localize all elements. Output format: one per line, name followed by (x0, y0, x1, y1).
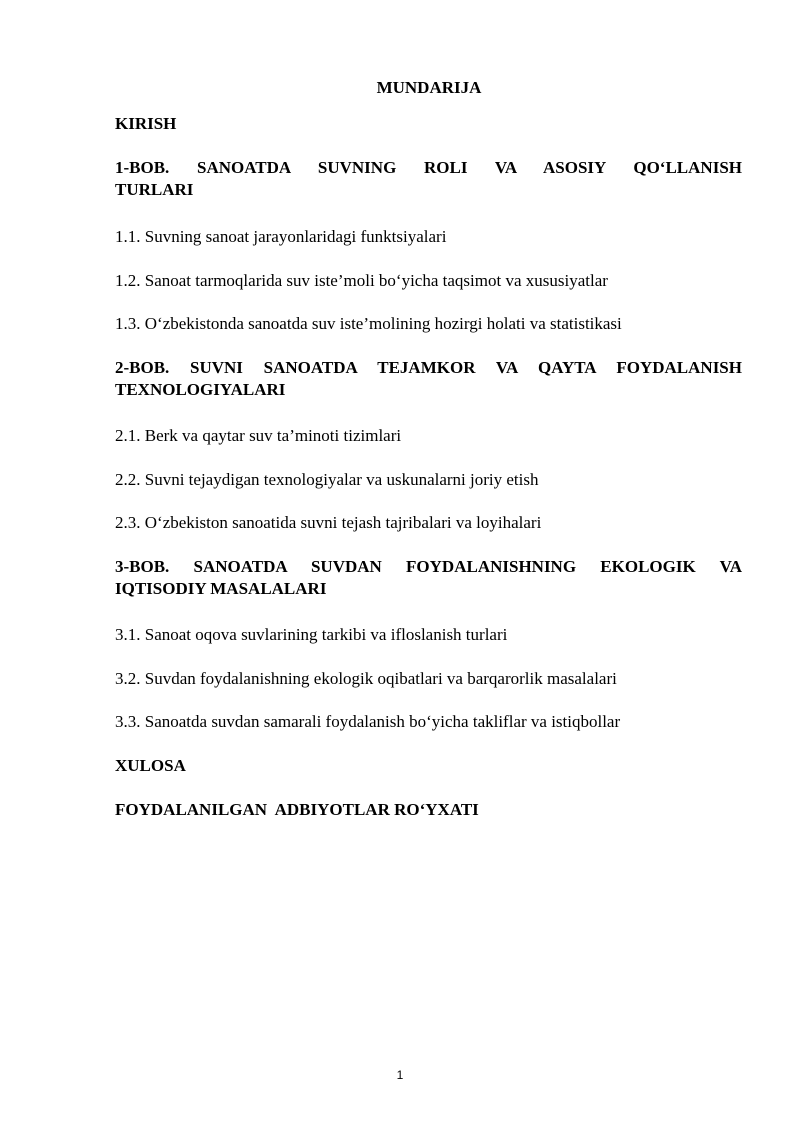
toc-chapter-3-line2: IQTISODIY MASALALARI (115, 579, 327, 598)
toc-entry-references: FOYDALANILGAN ADBIYOTLAR RO‘YXATI (115, 800, 479, 819)
toc-chapter-1-line1: 1-BOB. SANOATDA SUVNING ROLI VA ASOSIY QO‘LLANISH (115, 158, 742, 177)
toc-chapter-1 (115, 157, 742, 201)
toc-chapter-2-line1: 2-BOB. SUVNI SANOATDA TEJAMKOR VA QAYTA FOYDALANISH (115, 358, 742, 377)
page-number: 1 (396, 1068, 404, 1082)
page-title: MUNDARIJA (376, 78, 482, 97)
toc-chapter-3-line1: 3-BOB. SANOATDA SUVDAN FOYDALANISHNING EKOLOGIK VA (115, 557, 742, 576)
toc-chapter-2 (115, 357, 742, 401)
toc-item-2-3: 2.3. O‘zbekiston sanoatida suvni tejash tajribalari va loyihalari (115, 513, 542, 532)
toc-chapter-1-line2: TURLARI (115, 180, 194, 199)
toc-item-1-2: 1.2. Sanoat tarmoqlarida suv iste’moli bo‘yicha taqsimot va xususiyatlar (115, 271, 608, 290)
toc-item-3-1: 3.1. Sanoat oqova suvlarining tarkibi va ifloslanish turlari (115, 625, 508, 644)
toc-item-3-3: 3.3. Sanoatda suvdan samarali foydalanish bo‘yicha takliflar va istiqbollar (115, 712, 621, 731)
toc-item-3-2: 3.2. Suvdan foydalanishning ekologik oqibatlari va barqarorlik masalalari (115, 669, 617, 688)
toc-chapter-3 (115, 556, 742, 600)
toc-entry-intro: KIRISH (115, 114, 177, 133)
toc-item-1-1: 1.1. Suvning sanoat jarayonlaridagi funktsiyalari (115, 227, 447, 246)
toc-entry-conclusion: XULOSA (115, 756, 186, 775)
toc-item-2-1: 2.1. Berk va qaytar suv ta’minoti tizimlari (115, 426, 402, 445)
toc-item-2-2: 2.2. Suvni tejaydigan texnologiyalar va uskunalarni joriy etish (115, 470, 539, 489)
toc-item-1-3: 1.3. O‘zbekistonda sanoatda suv iste’molining hozirgi holati va statistikasi (115, 314, 622, 333)
toc-chapter-2-line2: TEXNOLOGIYALARI (115, 380, 286, 399)
